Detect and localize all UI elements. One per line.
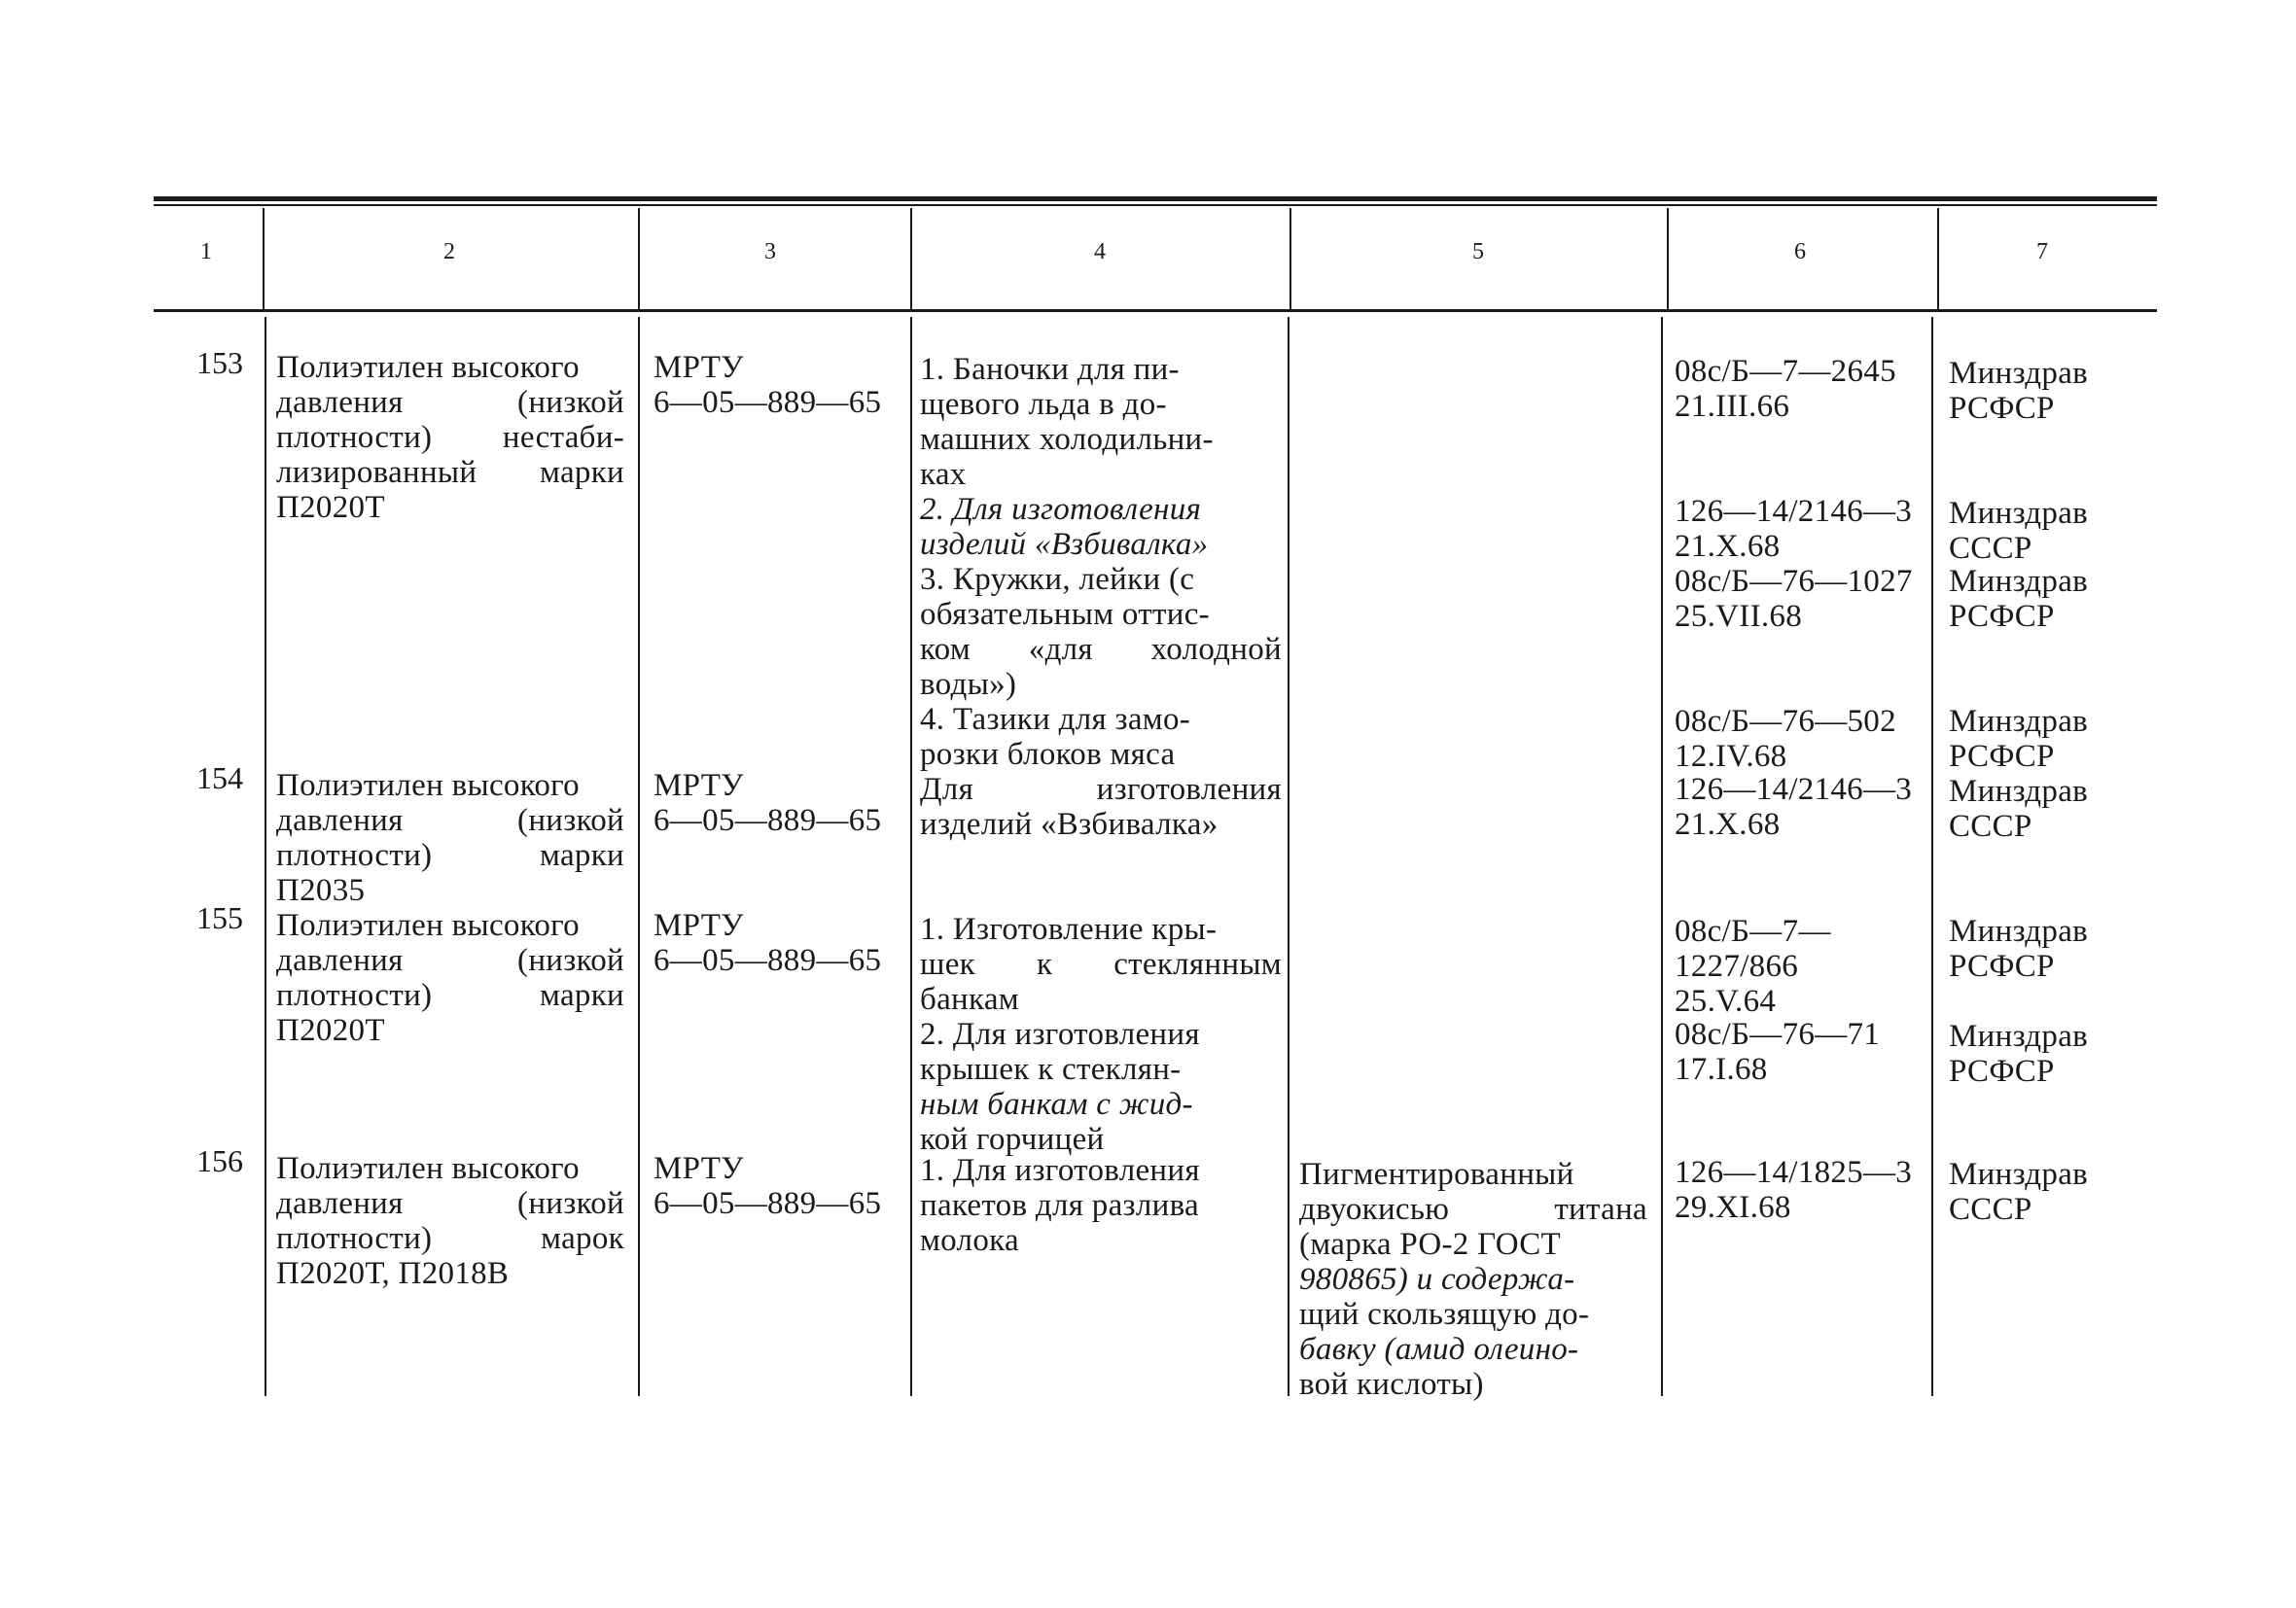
text-line: 6—05—889—65: [653, 803, 882, 838]
text-line: Минздрав: [1949, 914, 2089, 949]
text-line: Минздрав: [1949, 774, 2089, 809]
table-top-rule: [154, 196, 2157, 201]
column-header-2: 2: [443, 239, 455, 264]
header-bottom-rule: [154, 309, 2157, 312]
text-line: (марка РО-2 ГОСТ: [1299, 1227, 1562, 1262]
text-line: давления (низкой: [276, 385, 624, 420]
text-line: 126—14/1825—3: [1675, 1155, 1913, 1190]
text-line: 2. Для изготовления: [920, 492, 1202, 527]
column-divider: [1288, 317, 1289, 1396]
text-line: 3. Кружки, лейки (с: [920, 562, 1195, 597]
text-line: 980865) и содержа-: [1299, 1262, 1575, 1297]
permit-number: [1675, 494, 1937, 564]
approving-authority: [1949, 704, 2143, 774]
text-line: 29.XI.68: [1675, 1190, 1791, 1225]
text-line: 08с/Б—76—1027: [1675, 564, 1913, 599]
column-header-6: 6: [1794, 239, 1806, 264]
usage-item: [920, 562, 1282, 702]
text-line: 1227/866: [1675, 949, 1799, 984]
text-line: РСФСР: [1949, 949, 2055, 984]
usage-item: [920, 1017, 1282, 1157]
usage-item: [920, 492, 1282, 562]
material-name: [276, 768, 624, 908]
spec-code: [653, 768, 906, 838]
text-line: СССР: [1949, 1192, 2032, 1227]
text-line: 6—05—889—65: [653, 1186, 882, 1221]
text-line: плотности) марки: [276, 978, 624, 1013]
column-divider: [638, 317, 640, 1396]
text-line: П2020Т: [276, 1013, 385, 1048]
material-name: [276, 350, 624, 525]
text-line: 126—14/2146—3: [1675, 772, 1913, 807]
text-line: лизированный марки: [276, 455, 624, 490]
text-line: молока: [920, 1223, 1019, 1258]
text-line: 4. Тазики для замо-: [920, 702, 1191, 737]
table-top-rule-thin: [154, 204, 2157, 206]
text-line: П2035: [276, 873, 366, 908]
header-divider: [263, 208, 265, 309]
text-line: Минздрав: [1949, 1157, 2089, 1192]
text-line: Минздрав: [1949, 356, 2089, 391]
row-number: 155: [196, 900, 243, 935]
text-line: СССР: [1949, 809, 2032, 844]
usage-item: [920, 1153, 1282, 1258]
text-line: Полиэтилен высокого: [276, 768, 580, 803]
column-header-3: 3: [764, 239, 776, 264]
text-line: плотности) марок: [276, 1221, 624, 1256]
text-line: Минздрав: [1949, 496, 2089, 531]
permit-number: [1675, 772, 1937, 842]
text-line: обязательным оттис-: [920, 597, 1210, 632]
header-divider: [1667, 208, 1669, 309]
permit-number: [1675, 704, 1937, 774]
text-line: Полиэтилен высокого: [276, 908, 580, 943]
column-divider: [265, 317, 266, 1396]
permit-number: [1675, 914, 1937, 1019]
text-line: крышек к стеклян-: [920, 1052, 1182, 1087]
spec-code: [653, 908, 906, 978]
text-line: давления (низкой: [276, 943, 624, 978]
text-line: 25.V.64: [1675, 984, 1777, 1019]
text-line: Минздрав: [1949, 1019, 2089, 1054]
header-divider: [638, 208, 640, 309]
text-line: 6—05—889—65: [653, 943, 882, 978]
text-line: ком «для холодной: [920, 632, 1282, 667]
permit-number: [1675, 1155, 1937, 1225]
material-name: [276, 908, 624, 1048]
column-header-7: 7: [2036, 239, 2048, 264]
usage-item: [920, 702, 1282, 772]
column-header-1: 1: [200, 239, 212, 264]
text-line: кой горчицей: [920, 1122, 1105, 1157]
header-divider: [1937, 208, 1939, 309]
text-line: 08с/Б—7—: [1675, 914, 1831, 949]
column-header-4: 4: [1094, 239, 1106, 264]
text-line: РСФСР: [1949, 391, 2055, 426]
composition-note: [1299, 1157, 1647, 1402]
permit-number: [1675, 564, 1937, 634]
row-number: 154: [196, 760, 243, 795]
row-number: 153: [196, 345, 243, 380]
text-line: щевого льда в до-: [920, 387, 1167, 422]
text-line: 1. Изготовление кры-: [920, 912, 1218, 947]
text-line: 1. Баночки для пи-: [920, 352, 1180, 387]
text-line: банкам: [920, 982, 1019, 1017]
text-line: Пигментированный: [1299, 1157, 1574, 1192]
text-line: 6—05—889—65: [653, 385, 882, 420]
text-line: 21.X.68: [1675, 807, 1781, 842]
text-line: двуокисью титана: [1299, 1192, 1647, 1227]
text-line: давления (низкой: [276, 803, 624, 838]
text-line: МРТУ: [653, 908, 744, 943]
approving-authority: [1949, 774, 2143, 844]
text-line: изделий «Взбивалка»: [920, 527, 1209, 562]
approving-authority: [1949, 1019, 2143, 1089]
text-line: Для изготовления: [920, 772, 1282, 807]
text-line: шек к стеклянным: [920, 947, 1282, 982]
text-line: вой кислоты): [1299, 1367, 1484, 1402]
spec-code: [653, 1151, 906, 1221]
approving-authority: [1949, 1157, 2143, 1227]
permit-number: [1675, 354, 1937, 424]
column-header-5: 5: [1472, 239, 1484, 264]
column-divider: [910, 317, 912, 1396]
approving-authority: [1949, 356, 2143, 426]
material-name: [276, 1151, 624, 1291]
text-line: МРТУ: [653, 768, 744, 803]
approving-authority: [1949, 496, 2143, 566]
column-divider: [1931, 317, 1933, 1396]
text-line: 1. Для изготовления: [920, 1153, 1200, 1188]
text-line: 17.I.68: [1675, 1052, 1768, 1087]
text-line: РСФСР: [1949, 1054, 2055, 1089]
text-line: Минздрав: [1949, 704, 2089, 739]
text-line: 126—14/2146—3: [1675, 494, 1913, 529]
text-line: 08с/Б—76—502: [1675, 704, 1896, 739]
row-number: 156: [196, 1143, 243, 1178]
text-line: 12.IV.68: [1675, 739, 1787, 774]
text-line: давления (низкой: [276, 1186, 624, 1221]
text-line: воды»): [920, 667, 1017, 702]
header-divider: [910, 208, 912, 309]
approving-authority: [1949, 564, 2143, 634]
spec-code: [653, 350, 906, 420]
text-line: 08с/Б—76—71: [1675, 1017, 1881, 1052]
text-line: плотности) нестаби-: [276, 420, 624, 455]
text-line: СССР: [1949, 531, 2032, 566]
text-line: розки блоков мяса: [920, 737, 1176, 772]
text-line: П2020Т: [276, 490, 385, 525]
text-line: МРТУ: [653, 350, 744, 385]
text-line: пакетов для разлива: [920, 1188, 1199, 1223]
approving-authority: [1949, 914, 2143, 984]
text-line: ках: [920, 457, 967, 492]
text-line: машних холодильни-: [920, 422, 1214, 457]
text-line: изделий «Взбивалка»: [920, 807, 1219, 842]
column-divider: [1661, 317, 1663, 1396]
text-line: Минздрав: [1949, 564, 2089, 599]
text-line: 2. Для изготовления: [920, 1017, 1200, 1052]
text-line: плотности) марки: [276, 838, 624, 873]
text-line: Полиэтилен высокого: [276, 350, 580, 385]
usage-item: [920, 772, 1282, 842]
text-line: П2020Т, П2018В: [276, 1256, 510, 1291]
usage-item: [920, 912, 1282, 1017]
usage-item: [920, 352, 1282, 492]
text-line: бавку (амид олеино-: [1299, 1332, 1579, 1367]
text-line: 21.X.68: [1675, 529, 1781, 564]
text-line: МРТУ: [653, 1151, 744, 1186]
text-line: РСФСР: [1949, 739, 2055, 774]
text-line: РСФСР: [1949, 599, 2055, 634]
text-line: щий скользящую до-: [1299, 1297, 1590, 1332]
text-line: 21.III.66: [1675, 389, 1790, 424]
text-line: ным банкам с жид-: [920, 1087, 1193, 1122]
text-line: Полиэтилен высокого: [276, 1151, 580, 1186]
permit-number: [1675, 1017, 1937, 1087]
text-line: 25.VII.68: [1675, 599, 1803, 634]
header-divider: [1289, 208, 1291, 309]
text-line: 08с/Б—7—2645: [1675, 354, 1896, 389]
